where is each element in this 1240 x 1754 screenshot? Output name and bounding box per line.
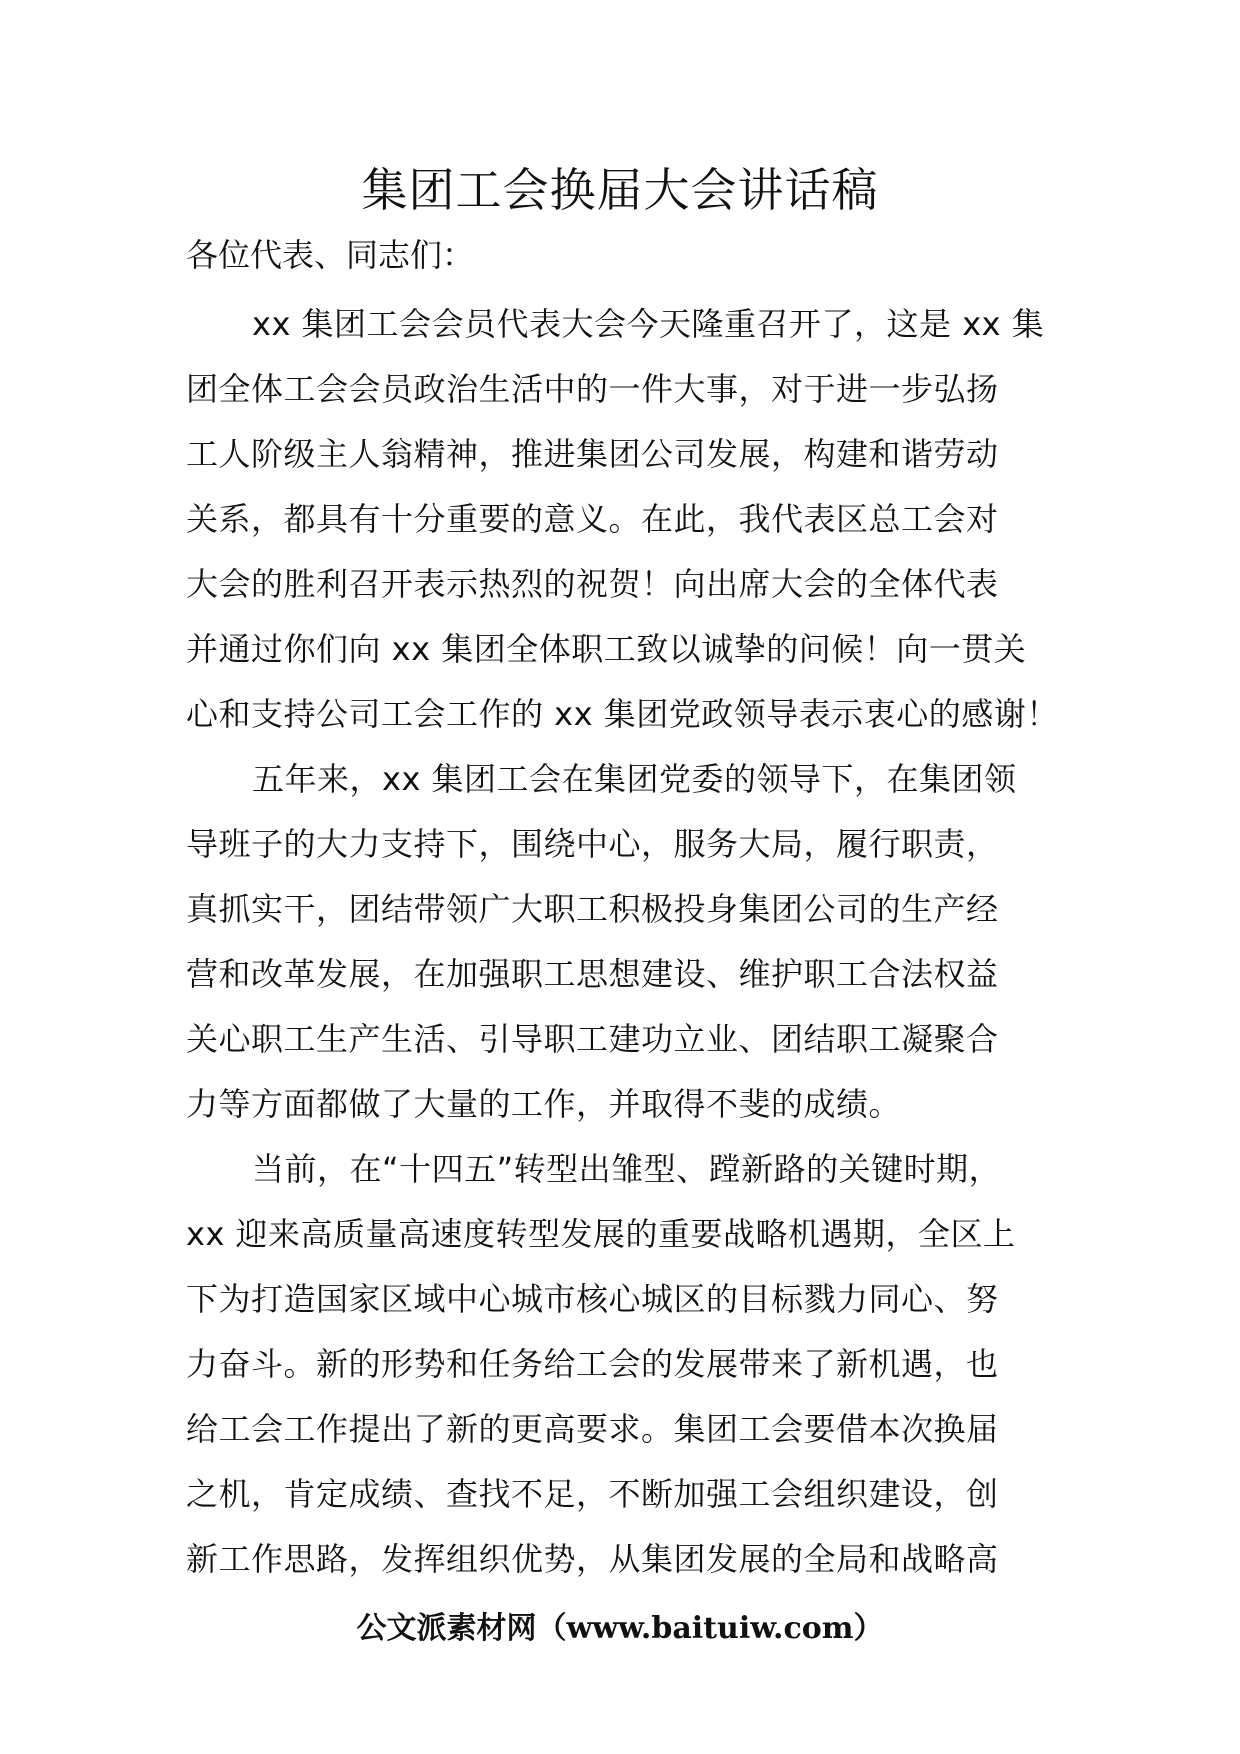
body-line: 大会的胜利召开表示热烈的祝贺！向出席大会的全体代表 — [186, 565, 999, 603]
body-line: 营和改革发展，在加强职工思想建设、维护职工合法权益 — [186, 955, 999, 993]
body-line: 力奋斗。新的形势和任务给工会的发展带来了新机遇，也 — [186, 1345, 999, 1383]
document-title: 集团工会换届大会讲话稿 — [361, 163, 879, 217]
body-line: 给工会工作提出了新的更高要求。集团工会要借本次换届 — [186, 1410, 999, 1448]
body-line: 下为打造国家区域中心城市核心城区的目标戮力同心、努 — [186, 1280, 999, 1318]
body-line: 导班子的大力支持下，围绕中心，服务大局，履行职责， — [186, 825, 999, 863]
source-footer: 公文派素材网（www.baituiw.com） — [356, 1611, 884, 1646]
body-line: 工人阶级主人翁精神，推进集团公司发展，构建和谐劳动 — [186, 435, 999, 473]
salutation: 各位代表、同志们： — [186, 236, 475, 274]
body-line: 五年来，xx 集团工会在集团党委的领导下，在集团领 — [252, 760, 1017, 798]
body-line: xx 迎来高质量高速度转型发展的重要战略机遇期，全区上 — [186, 1215, 1016, 1253]
body-line: 关系，都具有十分重要的意义。在此，我代表区总工会对 — [186, 500, 999, 538]
body-line: 力等方面都做了大量的工作，并取得不斐的成绩。 — [186, 1085, 902, 1123]
body-line: 关心职工生产生活、引导职工建功立业、团结职工凝聚合 — [186, 1020, 999, 1058]
body-line: 真抓实干，团结带领广大职工积极投身集团公司的生产经 — [186, 890, 999, 928]
body-line: 心和支持公司工会工作的 xx 集团党政领导表示衷心的感谢！ — [186, 695, 1059, 733]
body-line: xx 集团工会会员代表大会今天隆重召开了，这是 xx 集 — [252, 305, 1045, 343]
body-line: 当前，在“十四五”转型出雏型、蹚新路的关键时期， — [252, 1150, 1002, 1188]
body-line: 并通过你们向 xx 集团全体职工致以诚挚的问候！向一贯关 — [186, 630, 1027, 668]
body-line: 之机，肯定成绩、查找不足，不断加强工会组织建设，创 — [186, 1475, 999, 1513]
body-line: 团全体工会会员政治生活中的一件大事，对于进一步弘扬 — [186, 370, 999, 408]
body-line: 新工作思路，发挥组织优势，从集团发展的全局和战略高 — [186, 1540, 999, 1578]
document-body — [186, 292, 1066, 1592]
